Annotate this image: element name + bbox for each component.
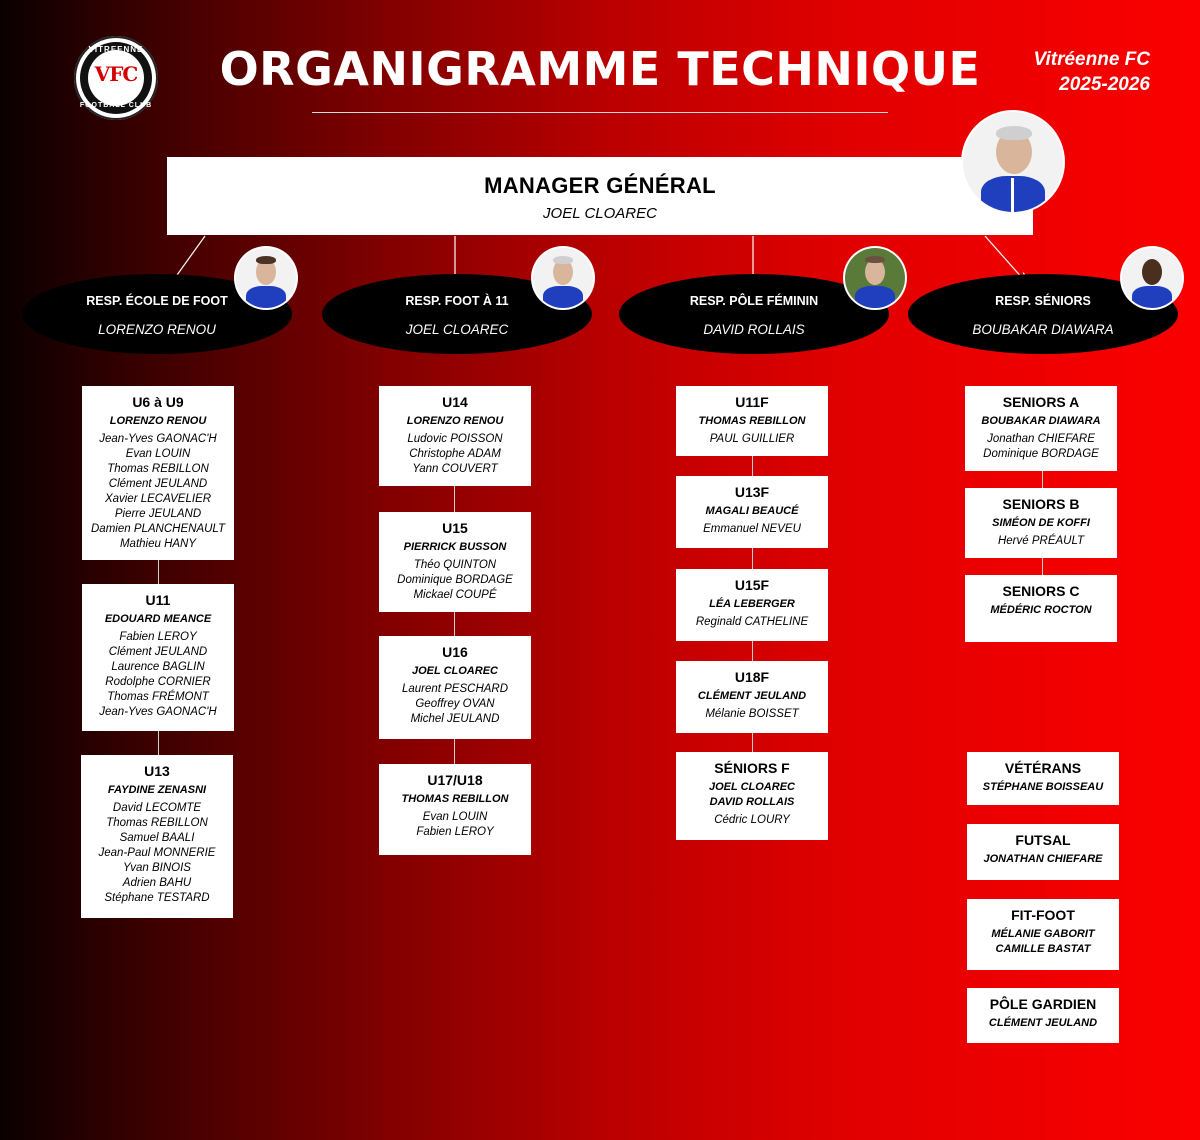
team-member: Mélanie BOISSET: [705, 708, 799, 720]
team-title: VÉTÉRANS: [1004, 760, 1082, 776]
team-member: Adrien BAHU: [122, 877, 192, 889]
pole-name: JOEL CLOAREC: [405, 322, 509, 337]
connector: [454, 739, 455, 764]
team-coach: JONATHAN CHIEFARE: [983, 853, 1103, 865]
team-title: FUTSAL: [1015, 832, 1071, 848]
team-member: Michel JEULAND: [410, 713, 500, 725]
team-box-veterans: [967, 752, 1119, 805]
pole-role: RESP. PÔLE FÉMININ: [689, 294, 819, 308]
team-title: U13: [144, 763, 170, 779]
team-coach: SIMÉON DE KOFFI: [992, 517, 1090, 529]
logo-bottom-text: FOOTBALL CLUB: [79, 102, 153, 109]
team-box-futsal: [967, 824, 1119, 880]
connector: [1042, 558, 1043, 575]
team-coach: LORENZO RENOU: [406, 415, 504, 427]
team-member: Clément JEULAND: [108, 478, 208, 490]
pole-role: RESP. SÉNIORS: [995, 294, 1091, 308]
team-member: Thomas REBILLON: [107, 463, 209, 475]
logo-monogram: VFC: [94, 62, 138, 86]
team-box-seniors-a: [965, 386, 1117, 471]
team-member: Damien PLANCHENAULT: [91, 523, 225, 535]
team-title: U13F: [734, 484, 770, 500]
pole-role: RESP. ÉCOLE DE FOOT: [86, 294, 228, 308]
pole-role: RESP. FOOT À 11: [405, 294, 509, 308]
team-member: Jean-Yves GAONAC'H: [99, 433, 217, 445]
team-box-u11f: [676, 386, 828, 456]
team-title: U15: [442, 520, 468, 536]
connector: [752, 641, 753, 661]
connector: [158, 560, 159, 584]
team-coach: LORENZO RENOU: [109, 415, 207, 427]
team-member: Clément JEULAND: [108, 646, 208, 658]
pole-ecole-avatar: [236, 248, 296, 308]
club-name: Vitréenne FC: [1033, 49, 1150, 70]
connector: [752, 456, 753, 476]
team-box-seniors-b: [965, 488, 1117, 558]
team-member: Cédric LOURY: [714, 814, 790, 826]
team-title: U17/U18: [427, 772, 483, 788]
manager-role: MANAGER GÉNÉRAL: [484, 173, 716, 198]
team-box-u14: [379, 386, 531, 486]
team-member: Jean-Yves GAONAC'H: [99, 706, 217, 718]
team-member: Dominique BORDAGE: [983, 448, 1099, 460]
team-title: SÉNIORS F: [714, 760, 790, 776]
team-box-u16: [379, 636, 531, 739]
team-member: Christophe ADAM: [409, 448, 501, 460]
team-box-seniors-f: [676, 752, 828, 840]
team-coach: MÉDÉRIC ROCTON: [990, 604, 1092, 616]
team-member: Rodolphe CORNIER: [105, 676, 211, 688]
manager-name: JOEL CLOAREC: [543, 205, 657, 222]
team-member: Hervé PRÉAULT: [997, 535, 1085, 547]
pole-foot11-avatar: [533, 248, 593, 308]
team-box-seniors-c: [965, 575, 1117, 642]
team-title: U16: [442, 644, 468, 660]
team-box-u11: [82, 584, 234, 731]
team-title: U18F: [734, 669, 770, 685]
team-box-pole-gardien: [967, 988, 1119, 1043]
pole-name: LORENZO RENOU: [98, 322, 216, 337]
team-title: SENIORS C: [1002, 583, 1080, 599]
season: 2025-2026: [1059, 74, 1150, 95]
team-title: U14: [442, 394, 468, 410]
team-coach: FAYDINE ZENASNI: [107, 784, 207, 796]
team-member: Emmanuel NEVEU: [703, 523, 801, 535]
team-title: PÔLE GARDIEN: [989, 996, 1097, 1012]
team-coach: EDOUARD MEANCE: [104, 613, 212, 625]
logo-top-text: VITREENNE: [88, 45, 144, 54]
team-box-u13: [81, 755, 233, 918]
connector: [752, 733, 753, 752]
team-member: Evan LOUIN: [125, 448, 191, 460]
team-box-u17-u18: [379, 764, 531, 855]
team-title: U11F: [735, 394, 769, 410]
team-coach: PIERRICK BUSSON: [403, 541, 507, 553]
team-member: Théo QUINTON: [413, 559, 497, 571]
team-member: Mathieu HANY: [119, 538, 197, 550]
team-box-u18f: [676, 661, 828, 733]
team-member: PAUL GUILLIER: [709, 433, 795, 445]
team-member: Mickael COUPÉ: [413, 589, 497, 601]
team-member: Xavier LECAVELIER: [104, 493, 212, 505]
team-title: FIT-FOOT: [1011, 907, 1075, 923]
team-coach: STÉPHANE BOISSEAU: [982, 781, 1104, 793]
connector: [752, 548, 753, 569]
team-member: Reginald CATHELINE: [695, 616, 809, 628]
team-coach: CAMILLE BASTAT: [995, 943, 1091, 955]
team-box-u15f: [676, 569, 828, 641]
connector: [1042, 471, 1043, 488]
manager-box: [167, 157, 1033, 235]
pole-name: DAVID ROLLAIS: [703, 322, 805, 337]
team-member: Pierre JEULAND: [114, 508, 202, 520]
team-box-u13f: [676, 476, 828, 548]
team-coach: THOMAS REBILLON: [401, 793, 509, 805]
team-member: Laurent PESCHARD: [401, 683, 509, 695]
pole-seniors-avatar: [1122, 248, 1182, 308]
team-member: Geoffrey OVAN: [415, 698, 495, 710]
team-box-u6-u9: [82, 386, 234, 560]
team-title: U15F: [734, 577, 770, 593]
team-coach: THOMAS REBILLON: [698, 415, 806, 427]
team-member: Yvan BINOIS: [123, 862, 191, 874]
page-title: ORGANIGRAMME TECHNIQUE: [219, 42, 981, 96]
pole-name: BOUBAKAR DIAWARA: [972, 322, 1114, 337]
team-member: Jean-Paul MONNERIE: [98, 847, 216, 859]
team-coach: CLÉMENT JEULAND: [988, 1017, 1098, 1029]
team-title: SENIORS B: [1002, 496, 1080, 512]
team-member: Yann COUVERT: [412, 463, 498, 475]
team-member: Jonathan CHIEFARE: [987, 433, 1095, 445]
team-coach: MÉLANIE GABORIT: [991, 928, 1095, 940]
team-title: SENIORS A: [1002, 394, 1080, 410]
team-member: Laurence BAGLIN: [111, 661, 205, 673]
team-member: Thomas REBILLON: [106, 817, 208, 829]
team-coach: DAVID ROLLAIS: [709, 796, 795, 808]
team-member: Evan LOUIN: [422, 811, 488, 823]
team-coach: JOEL CLOAREC: [412, 665, 498, 677]
team-member: David LECOMTE: [112, 802, 202, 814]
team-box-u15: [379, 512, 531, 612]
connector: [454, 612, 455, 636]
team-coach: BOUBAKAR DIAWARA: [981, 415, 1101, 427]
team-member: Ludovic POISSON: [407, 433, 503, 445]
connector: [158, 731, 159, 755]
team-member: Thomas FRÉMONT: [107, 691, 209, 703]
team-member: Dominique BORDAGE: [397, 574, 513, 586]
team-member: Fabien LEROY: [416, 826, 494, 838]
team-member: Fabien LEROY: [119, 631, 197, 643]
team-member: Samuel BAALI: [119, 832, 195, 844]
team-coach: MAGALI BEAUCÉ: [705, 505, 799, 517]
connector: [454, 486, 455, 512]
team-member: Stéphane TESTARD: [104, 892, 210, 904]
team-title: U6 à U9: [132, 394, 184, 410]
manager-avatar: [963, 112, 1063, 212]
team-box-fit-foot: [967, 899, 1119, 970]
arrow-seniors: [985, 236, 1024, 280]
team-coach: LÉA LEBERGER: [709, 598, 795, 610]
team-title: U11: [145, 592, 171, 608]
pole-feminin-avatar: [845, 248, 905, 308]
team-coach: JOEL CLOAREC: [709, 781, 795, 793]
team-coach: CLÉMENT JEULAND: [697, 690, 807, 702]
